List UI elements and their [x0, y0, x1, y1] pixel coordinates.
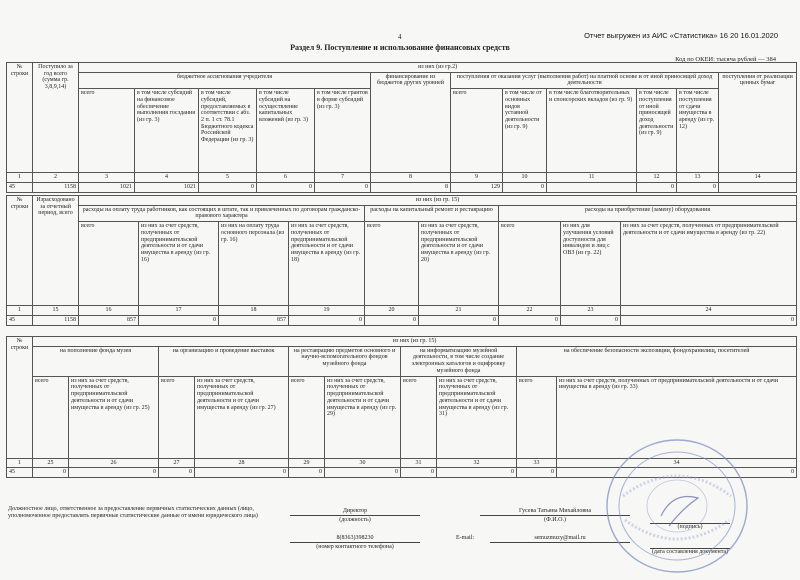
value-cell [719, 182, 797, 192]
col-number: 1 [7, 458, 33, 468]
col-number: 11 [547, 173, 637, 183]
data-row-45 [7, 315, 797, 325]
value-cell: 0 [677, 182, 719, 192]
sub-col-total: всего [33, 376, 69, 458]
value-cell: 857 [79, 315, 139, 325]
col-number: 15 [33, 306, 79, 316]
budget-col-grants: в том числе грантов в форме субсидий (из гр. 3) [315, 89, 371, 173]
col-number: 9 [451, 173, 503, 183]
col-number: 14 [719, 173, 797, 183]
export-note: Отчет выгружен из АИС «Статистика» 16 20 16.01.2020 [584, 31, 778, 40]
col-number: 6 [257, 173, 315, 183]
col-other-budget: финансирование из бюджетов других уровней [371, 72, 451, 172]
signature-caption: (подпись) [677, 524, 703, 530]
paid-col-main: в том числе от основных видов уставной деятельности (из гр. 9) [503, 89, 547, 173]
paid-col-total: всего [451, 89, 503, 173]
value-cell: 0 [517, 468, 557, 478]
col-number: 33 [517, 458, 557, 468]
value-cell: 0 [69, 468, 159, 478]
value-cell: 0 [557, 468, 797, 478]
sub-col-business: из них за счет средств, полученных от предпринимательской деятельности и от сдачи имущества в аренду (из гр. 33) [557, 376, 797, 458]
sub-col-total: всего [401, 376, 437, 458]
col-securities: поступления от реализации ценных бумаг [719, 72, 797, 172]
group-from-col15: из них (из гр. 15) [33, 337, 797, 347]
sub-col-business: из них за счет средств, полученных от предпринимательской деятельности и от сдачи имущества в аренду (из гр. 25) [69, 376, 159, 458]
position-caption: (должность) [339, 517, 371, 523]
staff-group-header: расходы на оплату труда работников, как состоящих в штате, так и привлеченных по договорам гражданско-правового характера [79, 205, 365, 221]
col-number: 21 [419, 306, 499, 316]
row-code: 45 [7, 315, 33, 325]
value-cell: 857 [219, 315, 289, 325]
col-number: 17 [139, 306, 219, 316]
row-code: 45 [7, 182, 33, 192]
value-cell: 129 [451, 182, 503, 192]
budget-col-total: всего [79, 89, 135, 173]
col-spent-total: Израсходовано за отчетный период, всего [33, 196, 79, 306]
restoration-header: на реставрацию предметов основного и научно-вспомогательного фондов музейного фонда [289, 346, 401, 376]
col-row-number: № строки [7, 337, 33, 459]
col-total-income: Поступило за год всего (сумма гр. 3,8,9,14) [33, 63, 79, 173]
sub-col-business: из них за счет средств, полученных от предпринимательской деятельности и от сдачи имущества в аренду (из гр. 29) [325, 376, 401, 458]
group-from-col2: из них (из гр.2) [79, 63, 797, 73]
budget-col-state-task: в том числе субсидий на финансовое обеспечение выполнения госздания (из гр. 3) [135, 89, 199, 173]
col-number: 1 [7, 173, 33, 183]
okei-code: Код по ОКЕИ: тысяча рублей — 384 [675, 56, 776, 63]
paid-col-other: в том числе поступления от иной приносящей доход деятельности (из гр. 9) [637, 89, 677, 173]
value-cell: 0 [257, 182, 315, 192]
finance-income-table [6, 62, 797, 193]
sub-col-total: всего [517, 376, 557, 458]
position-value: Директор [290, 508, 420, 516]
col-number: 22 [499, 306, 561, 316]
email-value: semuzmuzy@mail.ru [490, 535, 630, 543]
value-cell: 0 [499, 315, 561, 325]
person-caption: (Ф.И.О.) [544, 517, 566, 523]
staff-col-business: из них за счет средств, полученных от предпринимательской деятельности и от сдачи имущества в аренду (из гр. 16) [139, 222, 219, 306]
col-number: 10 [503, 173, 547, 183]
col-number: 16 [79, 306, 139, 316]
col-number: 27 [159, 458, 195, 468]
col-number: 4 [135, 173, 199, 183]
value-cell: 0 [139, 315, 219, 325]
col-number: 30 [325, 458, 401, 468]
staff-col-main-business: из них за счет средств, полученных от предпринимательской деятельности и от сдачи имущества в аренду (из гр. 18) [289, 222, 365, 306]
value-cell: 0 [365, 315, 419, 325]
row-code: 45 [7, 468, 33, 478]
col-number: 20 [365, 306, 419, 316]
value-cell: 0 [199, 182, 257, 192]
col-number: 31 [401, 458, 437, 468]
group-from-col15: из них (из гр. 15) [79, 196, 797, 206]
sub-col-business: из них за счет средств, полученных от предпринимательской деятельности и от сдачи имущества в аренду (из гр. 27) [195, 376, 289, 458]
budget-col-781: в том числе субсидий, предоставляемых в соответствии с абз. 2 п. 1 ст. 78.1 Бюджетного кодекса Российской Федерации (из гр. 3) [199, 89, 257, 173]
paid-col-charity: в том числе благотворительных и спонсорских вкладов (из гр. 9) [547, 89, 637, 173]
repair-group-header: расходы на капитальный ремонт и реставрацию [365, 205, 499, 221]
col-row-number: № строки [7, 63, 33, 173]
col-number: 18 [219, 306, 289, 316]
column-numbers-row [7, 306, 797, 316]
col-number: 24 [621, 306, 797, 316]
paid-group-header: поступления от оказания услуг (выполнения работ) на платной основе и от иной приносящей доход деятельности [451, 72, 719, 88]
col-number: 19 [289, 306, 365, 316]
repair-col-total: всего [365, 222, 419, 306]
col-number: 12 [637, 173, 677, 183]
section-title: Раздел 9. Поступление и использование финансовых средств [290, 43, 510, 52]
sub-col-total: всего [159, 376, 195, 458]
sub-col-total: всего [289, 376, 325, 458]
museum-fund-header: на пополнение фонда музея [33, 346, 159, 376]
col-number: 23 [561, 306, 621, 316]
staff-col-main-personnel: из них на оплату труда основного персонала (из гр. 16) [219, 222, 289, 306]
equipment-col-accessibility: из них для улучшения условий доступности для инвалидов и лиц с ОВЗ (из гр. 22) [561, 222, 621, 306]
col-number: 13 [677, 173, 719, 183]
value-cell: 0 [401, 468, 437, 478]
value-cell: 0 [503, 182, 547, 192]
value-cell: 0 [289, 468, 325, 478]
repair-col-business: из них за счет средств, полученных от предпринимательской деятельности и от сдачи имущества в аренду (из гр. 20) [419, 222, 499, 306]
equipment-col-business: из них за счет средств, полученных от предпринимательской деятельности и от сдачи имущества в аренду (из гр. 22) [621, 222, 797, 306]
column-numbers-row [7, 173, 797, 183]
col-number: 32 [437, 458, 517, 468]
col-row-number: № строки [7, 196, 33, 306]
value-cell: 0 [325, 468, 401, 478]
col-number: 29 [289, 458, 325, 468]
col-number: 3 [79, 173, 135, 183]
page-number: 4 [398, 33, 402, 41]
paid-col-rent: в том числе поступления от сдачи имущества в аренду (из гр. 12) [677, 89, 719, 173]
budget-col-capital: в том числе субсидий на осуществление капитальных вложений (из гр. 3) [257, 89, 315, 173]
data-row-45 [7, 182, 797, 192]
col-number: 7 [315, 173, 371, 183]
value-cell: 1158 [33, 182, 79, 192]
equipment-group-header: расходы на приобретение (замену) оборудования [499, 205, 797, 221]
date-caption: (дата составления документа) [651, 549, 729, 555]
staff-col-total: всего [79, 222, 139, 306]
value-cell: 0 [315, 182, 371, 192]
col-number: 8 [371, 173, 451, 183]
value-cell: 0 [437, 468, 517, 478]
exhibitions-header: на организацию и проведение выставок [159, 346, 289, 376]
value-cell: 0 [195, 468, 289, 478]
sub-col-business: из них за счет средств, полученных от предпринимательской деятельности и от сдачи имущества в аренду (из гр. 31) [437, 376, 517, 458]
value-cell: 0 [33, 468, 69, 478]
phone-caption: (номер контактного телефона) [316, 544, 394, 550]
email-label: E-mail: [456, 535, 474, 541]
organization-stamp [603, 436, 751, 576]
col-number: 2 [33, 173, 79, 183]
informatization-header: на информатизацию музейной деятельности, в том числе создание электронных каталогов и оцифровку музейного фонда [401, 346, 517, 376]
value-cell: 0 [561, 315, 621, 325]
col-number: 5 [199, 173, 257, 183]
value-cell: 1021 [135, 182, 199, 192]
col-number: 25 [33, 458, 69, 468]
value-cell [547, 182, 637, 192]
value-cell: 0 [637, 182, 677, 192]
value-cell: 0 [159, 468, 195, 478]
value-cell: 1021 [79, 182, 135, 192]
value-cell: 0 [289, 315, 365, 325]
value-cell: 0 [621, 315, 797, 325]
finance-expense-table [6, 195, 797, 326]
security-header: на обеспечение безопасности экспозиции, фондохранилищ, посетителей [517, 346, 797, 376]
equipment-col-total: всего [499, 222, 561, 306]
col-number: 1 [7, 306, 33, 316]
col-number: 26 [69, 458, 159, 468]
col-number: 34 [557, 458, 797, 468]
official-text: Должностное лицо, ответственное за предоставление первичных статистических данных (лицо, уполномоченное предоставлять первичные статистические данные от имени юридического лица) [8, 506, 258, 519]
phone-value: 8(8363)398230 [290, 535, 420, 543]
person-name: Гусева Татьяна Михайловна [480, 508, 630, 516]
col-number: 28 [195, 458, 289, 468]
budget-group-header: бюджетное ассигнования учредителя [79, 72, 371, 88]
value-cell: 1158 [33, 315, 79, 325]
value-cell: 0 [419, 315, 499, 325]
value-cell: 8 [371, 182, 451, 192]
